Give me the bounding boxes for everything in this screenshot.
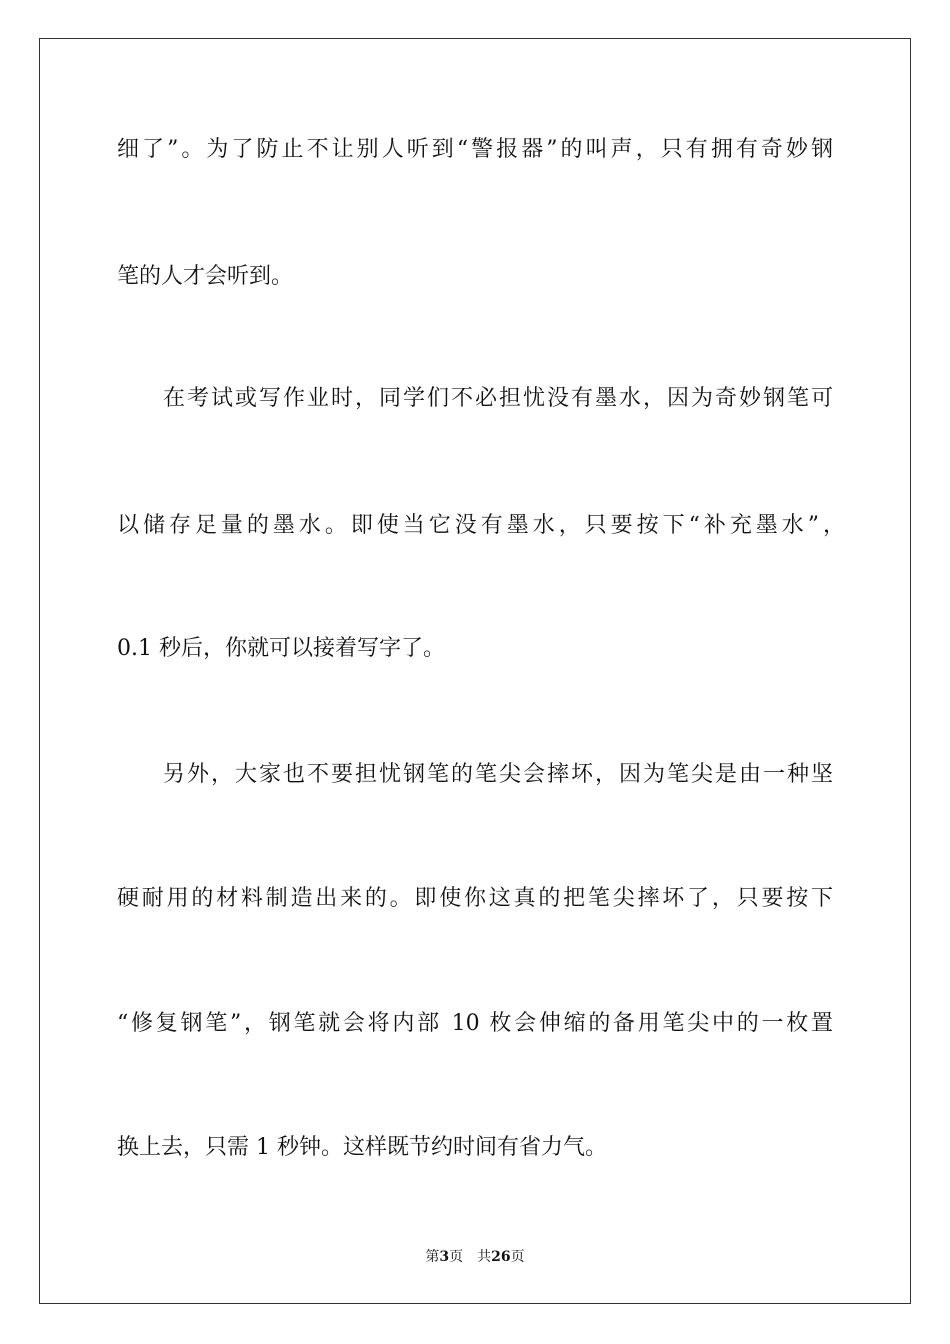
paragraph-line-9: 换上去，只需 1 秒钟。这样既节约时间有省力气。	[117, 1135, 607, 1160]
current-page-number: 3	[439, 1249, 450, 1265]
paragraph-line-5: 0.1 秒后，你就可以接着写字了。	[117, 636, 445, 661]
page-prefix: 第	[425, 1249, 440, 1265]
paragraph-line-3: 在考试或写作业时，同学们不必担忧没有墨水，因为奇妙钢笔可	[163, 386, 833, 411]
page-unit: 页	[449, 1249, 464, 1265]
total-prefix: 共	[477, 1249, 492, 1265]
paragraph-line-8: “修复钢笔”，钢笔就会将内部 10 枚会伸缩的备用笔尖中的一枚置	[117, 1011, 833, 1036]
paragraph-line-6: 另外，大家也不要担忧钢笔的笔尖会摔坏，因为笔尖是由一种坚	[163, 762, 833, 787]
page-border	[39, 38, 911, 1304]
total-unit: 页	[510, 1249, 525, 1265]
paragraph-line-1: 细了”。为了防止不让别人听到“警报器”的叫声，只有拥有奇妙钢	[117, 137, 833, 162]
paragraph-line-4: 以储存足量的墨水。即使当它没有墨水，只要按下“补充墨水”，	[117, 513, 845, 538]
paragraph-line-2: 笔的人才会听到。	[117, 264, 294, 289]
paragraph-line-7: 硬耐用的材料制造出来的。即使你这真的把笔尖摔坏了，只要按下	[117, 886, 833, 911]
total-page-number: 26	[491, 1249, 511, 1265]
page-footer	[0, 1248, 950, 1266]
